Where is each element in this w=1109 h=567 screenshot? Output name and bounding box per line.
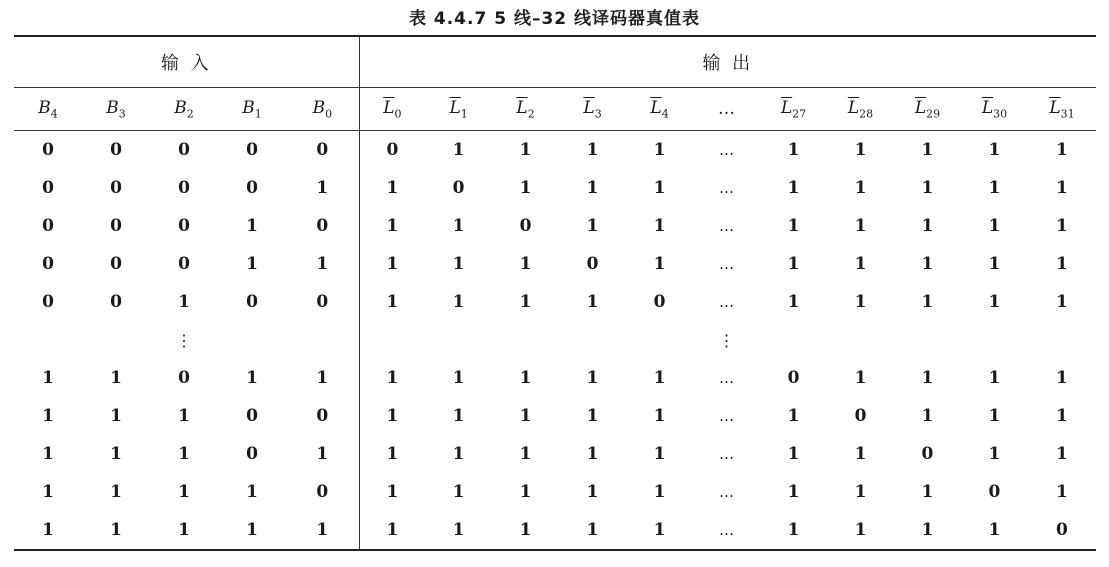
table-row <box>14 397 1096 435</box>
output-cell: 1 <box>1056 368 1068 388</box>
output-cell: 1 <box>988 292 1001 312</box>
output-cell: 1 <box>452 216 465 236</box>
truth-table-body <box>14 131 1096 551</box>
input-cell <box>82 321 150 359</box>
output-var-header <box>961 88 1028 131</box>
output-cell: 1 <box>921 482 934 502</box>
table-row <box>14 321 1096 359</box>
input-cell: 1 <box>150 511 218 550</box>
output-cell <box>961 321 1028 359</box>
output-cell: … <box>719 179 735 197</box>
input-cell: 1 <box>246 254 258 274</box>
output-cell: 1 <box>1056 292 1068 312</box>
output-cell: 1 <box>1056 216 1068 236</box>
var-symbol: $\overline{L}$ <box>780 97 793 118</box>
input-cell: 0 <box>286 207 359 245</box>
output-cell: 1 <box>452 368 465 388</box>
var-symbol: B <box>242 97 255 118</box>
output-var-header <box>894 88 961 131</box>
input-cell: 0 <box>110 140 122 160</box>
input-var-header <box>82 88 150 131</box>
input-cell: 0 <box>246 406 258 426</box>
var-symbol: $\overline{L}$ <box>847 97 860 118</box>
table-row <box>14 283 1096 321</box>
output-cell: 1 <box>559 511 626 550</box>
output-cell: 1 <box>386 216 399 236</box>
output-cell: 1 <box>787 178 800 198</box>
output-var-header <box>827 88 894 131</box>
output-cell: … <box>719 407 735 425</box>
input-cell: 0 <box>178 216 190 236</box>
input-cell: 1 <box>110 406 122 426</box>
table-row <box>14 169 1096 207</box>
output-cell: … <box>719 255 735 273</box>
var-symbol: $\overline{L}$ <box>914 97 927 118</box>
var-symbol: $\overline{L}$ <box>981 97 994 118</box>
input-cell: 0 <box>286 473 359 511</box>
output-cell: 0 <box>519 216 532 236</box>
output-cell: 1 <box>787 254 800 274</box>
var-subscript: 27 <box>792 107 807 121</box>
output-cell: 1 <box>921 368 934 388</box>
output-cell: 1 <box>961 511 1028 550</box>
input-cell: 1 <box>82 511 150 550</box>
output-cell: 1 <box>1056 254 1068 274</box>
input-var-header <box>14 88 82 131</box>
output-cell: 0 <box>653 292 666 312</box>
output-cell: 1 <box>586 368 599 388</box>
input-cell: 0 <box>246 178 258 198</box>
output-cell: 1 <box>921 216 934 236</box>
output-cell: 1 <box>452 140 465 160</box>
output-cell: 1 <box>425 511 492 550</box>
input-cell: 0 <box>110 254 122 274</box>
input-cell: 1 <box>42 368 54 388</box>
output-cell: 1 <box>854 140 867 160</box>
input-cell: 1 <box>246 482 258 502</box>
input-cell: 0 <box>246 444 258 464</box>
input-cell <box>218 321 286 359</box>
table-row <box>14 435 1096 473</box>
input-cell: 0 <box>246 140 258 160</box>
table-row <box>14 359 1096 397</box>
input-cell: 1 <box>42 482 54 502</box>
input-cell: 1 <box>286 169 359 207</box>
var-subscript: 28 <box>859 107 874 121</box>
output-cell: 0 <box>586 254 599 274</box>
var-symbol: … <box>718 99 736 119</box>
output-cell: 1 <box>921 254 934 274</box>
input-cell <box>286 321 359 359</box>
var-subscript: 0 <box>394 107 402 121</box>
output-cell <box>425 321 492 359</box>
output-cell: 1 <box>386 292 399 312</box>
input-cell: 0 <box>246 292 258 312</box>
var-symbol: $\overline{L}$ <box>583 97 595 118</box>
input-cell: 1 <box>286 435 359 473</box>
table-row <box>14 473 1096 511</box>
output-cell: 1 <box>386 368 399 388</box>
input-cell: 1 <box>110 444 122 464</box>
output-cell: 1 <box>653 406 666 426</box>
output-cell: 1 <box>519 178 532 198</box>
output-cell: 1 <box>854 444 867 464</box>
output-cell <box>827 321 894 359</box>
input-cell: ⋮ <box>176 330 192 350</box>
output-cell: 1 <box>988 216 1001 236</box>
output-cell: 1 <box>586 178 599 198</box>
input-cell: 0 <box>178 254 190 274</box>
input-cell: 1 <box>42 406 54 426</box>
output-cell: 1 <box>787 444 800 464</box>
var-symbol: B <box>38 97 51 118</box>
output-cell: 1 <box>519 292 532 312</box>
var-subscript: 2 <box>186 107 194 121</box>
output-cell <box>1028 321 1096 359</box>
input-cell: 1 <box>178 482 190 502</box>
output-cell: 1 <box>386 406 399 426</box>
output-cell: 1 <box>586 216 599 236</box>
output-cell: 1 <box>854 292 867 312</box>
output-cell: 1 <box>359 511 425 550</box>
output-cell: 1 <box>787 140 800 160</box>
output-cell: 1 <box>1056 140 1068 160</box>
input-cell: 0 <box>42 178 54 198</box>
output-cell: 1 <box>386 178 399 198</box>
input-var-header <box>218 88 286 131</box>
input-cell: 1 <box>286 511 359 550</box>
truth-table <box>14 35 1096 551</box>
output-cell: 1 <box>386 254 399 274</box>
var-symbol: $\overline{L}$ <box>650 97 662 118</box>
var-subscript: 4 <box>661 107 669 121</box>
input-cell: 1 <box>286 359 359 397</box>
output-cell: 1 <box>854 178 867 198</box>
output-cell: 1 <box>586 444 599 464</box>
output-cell: 1 <box>921 178 934 198</box>
output-cell: 1 <box>921 292 934 312</box>
output-cell: … <box>719 293 735 311</box>
input-cell <box>14 321 82 359</box>
output-cell: ⋮ <box>718 330 735 350</box>
output-cell: 1 <box>653 178 666 198</box>
output-var-header <box>492 88 559 131</box>
output-cell: 1 <box>653 254 666 274</box>
output-cell: 0 <box>854 406 867 426</box>
group-header-row <box>14 36 1096 88</box>
output-cell: 1 <box>988 254 1001 274</box>
var-subscript: 2 <box>527 107 535 121</box>
table-row <box>14 131 1096 170</box>
input-cell: 0 <box>42 254 54 274</box>
output-cell: 1 <box>519 254 532 274</box>
input-cell: 0 <box>286 397 359 435</box>
output-cell: … <box>693 511 760 550</box>
output-cell: 1 <box>787 292 800 312</box>
output-cell: 0 <box>787 368 800 388</box>
output-var-header <box>559 88 626 131</box>
output-cell: 1 <box>854 482 867 502</box>
output-cell: 1 <box>586 482 599 502</box>
output-cell: 1 <box>787 216 800 236</box>
output-cell <box>894 321 961 359</box>
output-cell: 1 <box>653 482 666 502</box>
output-cell: 1 <box>519 368 532 388</box>
output-cell: 1 <box>386 444 399 464</box>
var-subscript: 3 <box>118 107 126 121</box>
output-cell: 1 <box>1056 406 1068 426</box>
input-cell: 0 <box>178 368 190 388</box>
table-row <box>14 511 1096 550</box>
input-cell: 1 <box>178 406 190 426</box>
output-cell: 1 <box>894 511 961 550</box>
output-cell: 1 <box>386 482 399 502</box>
output-cell: 1 <box>653 368 666 388</box>
output-cell: 1 <box>452 254 465 274</box>
var-subscript: 1 <box>254 107 262 121</box>
table-caption: 表 4.4.7 5 线–32 线译码器真值表 <box>408 9 701 29</box>
output-cell: 1 <box>921 406 934 426</box>
output-cell: 1 <box>519 140 532 160</box>
output-cell: 1 <box>988 368 1001 388</box>
output-cell: 1 <box>1056 444 1068 464</box>
output-cell: 0 <box>386 140 399 160</box>
input-cell: 1 <box>178 444 190 464</box>
output-var-header <box>626 88 693 131</box>
output-cell: 1 <box>653 140 666 160</box>
var-subscript: 0 <box>325 107 333 121</box>
input-cell: 0 <box>178 178 190 198</box>
input-cell: 0 <box>110 292 122 312</box>
input-cell: 0 <box>42 292 54 312</box>
input-cell: 1 <box>178 292 190 312</box>
input-cell: 1 <box>286 245 359 283</box>
output-cell: 1 <box>1056 482 1068 502</box>
var-subscript: 30 <box>993 107 1008 121</box>
output-cell <box>559 321 626 359</box>
var-subscript: 1 <box>460 107 468 121</box>
output-cell: 1 <box>586 140 599 160</box>
output-cell: … <box>719 141 735 159</box>
input-cell: 0 <box>42 216 54 236</box>
output-cell: 1 <box>988 444 1001 464</box>
output-cell: 1 <box>519 406 532 426</box>
input-cell: 0 <box>110 216 122 236</box>
output-cell: 1 <box>452 444 465 464</box>
output-cell: … <box>719 217 735 235</box>
output-cell: 1 <box>854 368 867 388</box>
output-var-header <box>760 88 827 131</box>
input-cell: 0 <box>42 140 54 160</box>
var-subscript: 29 <box>926 107 941 121</box>
output-cell: 1 <box>787 406 800 426</box>
output-cell: 1 <box>760 511 827 550</box>
input-cell: 0 <box>286 283 359 321</box>
input-cell: 1 <box>110 482 122 502</box>
output-cell <box>760 321 827 359</box>
output-cell: 0 <box>452 178 465 198</box>
input-cell: 1 <box>14 511 82 550</box>
output-cell: 1 <box>653 444 666 464</box>
output-cell: 1 <box>586 406 599 426</box>
input-cell: 1 <box>42 444 54 464</box>
var-symbol: $\overline{L}$ <box>449 97 461 118</box>
output-cell: 1 <box>988 140 1001 160</box>
output-cell: 1 <box>921 140 934 160</box>
output-group-header: 输 出 <box>359 36 1096 88</box>
output-cell <box>492 321 559 359</box>
output-cell: 1 <box>653 216 666 236</box>
output-cell: 1 <box>827 511 894 550</box>
input-cell: 0 <box>178 140 190 160</box>
output-cell: 1 <box>988 178 1001 198</box>
var-symbol: $\overline{L}$ <box>1049 97 1061 118</box>
var-subscript: 3 <box>594 107 602 121</box>
output-cell: 1 <box>519 482 532 502</box>
input-var-header <box>286 88 359 131</box>
output-cell: 1 <box>988 406 1001 426</box>
output-var-header <box>425 88 492 131</box>
output-cell: … <box>719 483 735 501</box>
output-cell: 1 <box>626 511 693 550</box>
var-symbol: B <box>312 97 326 118</box>
output-cell: 1 <box>586 292 599 312</box>
output-cell <box>626 321 693 359</box>
output-cell: 1 <box>519 444 532 464</box>
var-symbol: B <box>106 97 119 118</box>
output-cell: … <box>719 369 735 387</box>
output-cell: 0 <box>1028 511 1096 550</box>
var-symbol: $\overline{L}$ <box>383 97 395 118</box>
table-row <box>14 245 1096 283</box>
input-cell: 0 <box>110 178 122 198</box>
input-cell: 1 <box>218 511 286 550</box>
input-cell: 0 <box>286 131 359 170</box>
output-var-header <box>359 88 425 131</box>
output-var-header <box>693 88 760 131</box>
output-cell: 1 <box>787 482 800 502</box>
table-row <box>14 207 1096 245</box>
input-cell: 1 <box>246 216 258 236</box>
output-cell: 1 <box>854 254 867 274</box>
var-symbol: B <box>174 97 187 118</box>
output-var-header <box>1028 88 1096 131</box>
variable-header-row <box>14 88 1096 131</box>
output-cell: 1 <box>452 292 465 312</box>
output-cell <box>359 321 425 359</box>
output-cell: 0 <box>921 444 934 464</box>
output-cell: 1 <box>854 216 867 236</box>
var-subscript: 31 <box>1060 107 1075 121</box>
output-cell: 1 <box>452 406 465 426</box>
output-cell: … <box>719 445 735 463</box>
input-cell: 1 <box>110 368 122 388</box>
output-cell: 1 <box>1056 178 1068 198</box>
input-cell: 1 <box>246 368 258 388</box>
var-symbol: $\overline{L}$ <box>516 97 528 118</box>
output-cell: 0 <box>988 482 1001 502</box>
var-subscript: 4 <box>50 107 58 121</box>
output-cell: 1 <box>452 482 465 502</box>
output-cell: 1 <box>492 511 559 550</box>
input-var-header <box>150 88 218 131</box>
input-group-header: 输 入 <box>14 36 359 88</box>
